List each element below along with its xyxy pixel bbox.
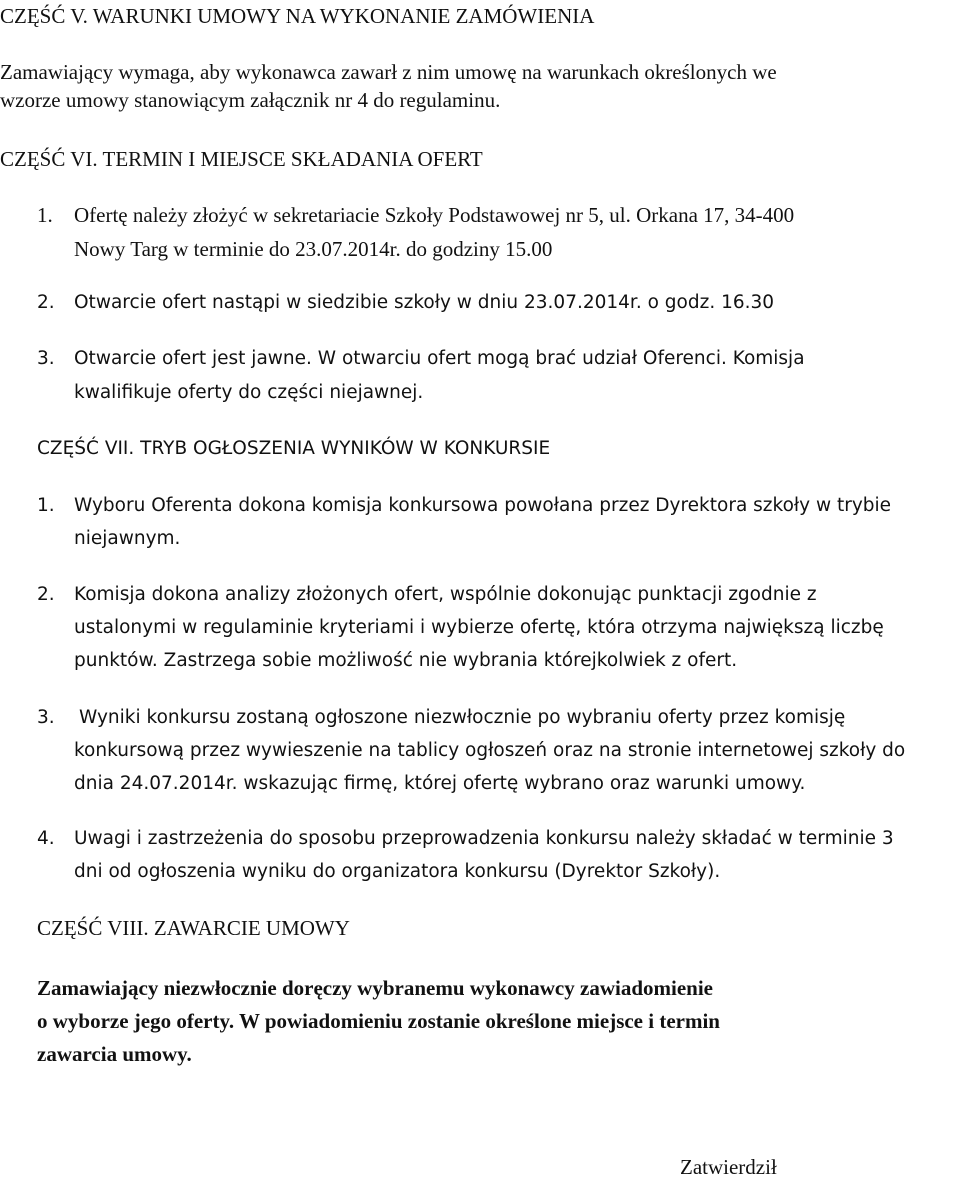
part6-heading	[0, 149, 483, 170]
part7-item2-line1: Komisja dokona analizy złożonych ofert, wspólnie dokonując punktacji zgodnie z	[74, 584, 817, 605]
part6-item3-number: 3.	[37, 348, 55, 369]
part7-item3-line3: dnia 24.07.2014r. wskazując firmę, której ofertę wybrano oraz warunki umowy.	[74, 773, 806, 794]
part7-item1-number: 1.	[37, 495, 55, 516]
part6-item1-number: 1.	[37, 203, 53, 227]
part7-item1-line2: niejawnym.	[74, 528, 181, 549]
part7-item3-line1: Wyniki konkursu zostaną ogłoszone niezwłocznie po wybraniu oferty przez komisję	[79, 707, 846, 728]
part7-item1-line1: Wyboru Oferenta dokona komisja konkursowa powołana przez Dyrektora szkoły w trybie	[74, 495, 892, 516]
part7-item3-line2: konkursową przez wywieszenie na tablicy ogłoszeń oraz na stronie internetowej szkoły do	[74, 740, 906, 761]
part7-heading-title: TRYB OGŁOSZENIA WYNIKÓW W KONKURSIE	[140, 438, 551, 459]
part5-text-line1: Zamawiający wymaga, aby wykonawca zawarł z nim umowę na warunkach określonych we	[0, 60, 777, 84]
part6-item1-line1: Ofertę należy złożyć w sekretariacie Szkoły Podstawowej nr 5, ul. Orkana 17, 34-400	[74, 203, 795, 227]
part7-item2-number: 2.	[37, 584, 55, 605]
part6-item3-line2: kwalifikuje oferty do części niejawnej.	[74, 382, 424, 403]
part7-item2-line3: punktów. Zastrzega sobie możliwość nie wybrania którejkolwiek z ofert.	[74, 650, 738, 671]
part6-item3-line1: Otwarcie ofert jest jawne. W otwarciu ofert mogą brać udział Oferenci. Komisja	[74, 348, 805, 369]
part7-item4-number: 4.	[37, 828, 55, 849]
part6-item2-number: 2.	[37, 292, 55, 313]
part6-item2-line1: Otwarcie ofert nastąpi w siedzibie szkoły w dniu 23.07.2014r. o godz. 16.30	[74, 292, 775, 313]
part7-item3-number: 3.	[37, 707, 55, 728]
part6-item1-line2: Nowy Targ w terminie do 23.07.2014r. do godziny 15.00	[74, 237, 553, 261]
part5-text-line2: wzorze umowy stanowiącym załącznik nr 4 do regulaminu.	[0, 88, 501, 112]
part6-heading-title: TERMIN I MIEJSCE SKŁADANIA OFERT	[102, 147, 483, 171]
part7-heading-prefix: CZĘŚĆ VII.	[37, 438, 135, 459]
part7-item2-line2: ustalonymi w regulaminie kryteriami i wybierze ofertę, która otrzyma największą liczbę	[74, 617, 884, 638]
part7-item4-line1: Uwagi i zastrzeżenia do sposobu przeprowadzenia konkursu należy składać w terminie 3	[74, 828, 894, 849]
part7-heading	[37, 440, 550, 459]
part8-text-line1: Zamawiający niezwłocznie doręczy wybranemu wykonawcy zawiadomienie	[37, 976, 713, 1000]
part7-item4-line2: dni od ogłoszenia wyniku do organizatora konkursu (Dyrektor Szkoły).	[74, 861, 721, 882]
signature-label: Zatwierdził	[680, 1155, 777, 1179]
part5-heading: CZĘŚĆ V. WARUNKI UMOWY NA WYKONANIE ZAMÓWIENIA	[0, 4, 595, 28]
part8-text-line2: o wyborze jego oferty. W powiadomieniu zostanie określone miejsce i termin	[37, 1009, 720, 1033]
part8-heading: CZĘŚĆ VIII. ZAWARCIE UMOWY	[37, 916, 350, 940]
part8-text-line3: zawarcia umowy.	[37, 1042, 192, 1066]
part6-heading-prefix: CZĘŚĆ VI.	[0, 147, 98, 171]
